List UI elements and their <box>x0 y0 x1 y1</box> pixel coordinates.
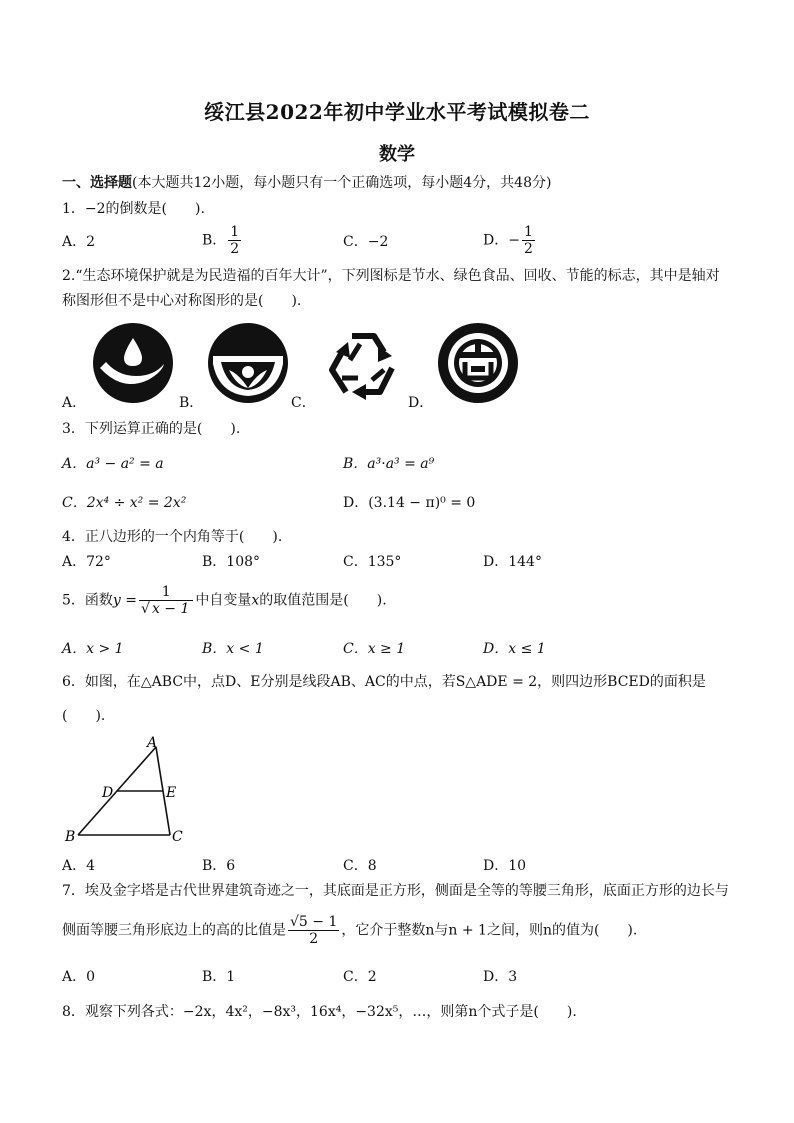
q5-stem-suffix: 的取值范围是( ). <box>259 592 387 609</box>
fraction-numerator: 1 <box>523 224 533 240</box>
q4-option-d: D．144° <box>483 554 542 570</box>
question-8-stem: 8．观察下列各式：−2x，4x²，−8x³，16x⁴，−32x⁵，…，则第n个式子是( ). <box>62 1004 577 1020</box>
q5-function-y: y = <box>112 592 138 609</box>
question-7-stem-line1: 7．埃及金字塔是古代世界建筑奇迹之一，其底面是正方形，侧面是全等的等腰三角形，底面正方形的边长与 <box>62 883 729 899</box>
sqrt-radicand: x − 1 <box>151 601 190 617</box>
q6-option-d: D．10 <box>483 858 527 874</box>
q4-option-a: A．72° <box>62 554 111 570</box>
q5-stem-mid: 中自变量 <box>195 592 252 609</box>
q1-option-b <box>202 224 243 257</box>
q1-option-d-label: D．− <box>483 232 520 249</box>
q6-option-c: C．8 <box>343 858 377 874</box>
point-e-label: E <box>166 785 177 801</box>
question-6-stem: 6．如图，在△ABC中，点D、E分别是线段AB、AC的中点，若S△ADE = 2，则四边形BCED的面积是 <box>62 674 706 690</box>
exam-subject: 数学 <box>379 144 415 165</box>
exam-title: 绥江县2022年初中学业水平考试模拟卷二 <box>204 100 590 124</box>
question-2-stem-line2: 称图形但不是中心对称图形的是( ). <box>62 293 302 309</box>
water-saving-logo <box>92 322 174 404</box>
question-5-stem <box>62 584 387 617</box>
q5-option-d: D．x ≤ 1 <box>483 641 546 657</box>
q2-option-b: B． <box>179 395 204 411</box>
q1-option-b-fraction <box>228 224 241 257</box>
recycling-logo <box>322 322 404 404</box>
vertex-c-label: C <box>172 829 183 845</box>
q1-option-d-fraction <box>522 224 535 257</box>
vertex-a-label: A <box>147 735 158 751</box>
question-7-stem-line2 <box>62 914 637 947</box>
q7-fraction-numerator-text: 5 − 1 <box>298 914 338 930</box>
q5-function-fraction <box>139 584 193 617</box>
q4-option-c: C．135° <box>343 554 402 570</box>
green-food-logo <box>207 322 289 404</box>
fraction-denominator: 2 <box>523 241 533 257</box>
q5-option-b: B．x < 1 <box>202 641 264 657</box>
section-header <box>62 174 551 192</box>
q5-option-c: C．x ≥ 1 <box>343 641 406 657</box>
fraction-denominator: 2 <box>230 241 240 257</box>
energy-saving-logo <box>437 322 519 404</box>
fraction-denominator: 2 <box>309 931 319 947</box>
q7-stem-suffix: ，它介于整数n与n + 1之间，则n的值为( ). <box>341 922 638 939</box>
fraction-denominator: √ x − 1 <box>141 601 190 617</box>
q3-option-a: A．a³ − a² = a <box>62 456 164 472</box>
fraction-numerator: 1 <box>139 584 193 601</box>
vertex-b-label: B <box>65 829 76 845</box>
q5-variable: x <box>251 592 260 609</box>
section-title: 一、选择题 <box>62 175 132 191</box>
q3-option-d: D．(3.14 − π)⁰ = 0 <box>343 495 476 511</box>
q2-option-a: A． <box>62 395 87 411</box>
fraction-numerator: 1 <box>230 224 240 240</box>
question-2-stem-line1: 2.“生态环境保护就是为民造福的百年大计”，下列图标是节水、绿色食品、回收、节能的标志，其中是轴对 <box>62 268 720 284</box>
q6-option-b: B．6 <box>202 858 236 874</box>
point-d-label: D <box>102 785 114 801</box>
q7-option-b: B．1 <box>202 969 236 985</box>
question-1-stem: 1．−2的倒数是( ). <box>62 201 205 217</box>
q6-option-a: A．4 <box>62 858 96 874</box>
question-3-stem: 3．下列运算正确的是( ). <box>62 421 241 437</box>
q3-option-c: C．2x⁴ ÷ x² = 2x² <box>62 495 187 511</box>
q1-option-c: C．−2 <box>343 234 389 250</box>
q1-option-b-label: B． <box>202 232 227 249</box>
triangle-abc-figure <box>62 733 192 845</box>
q7-ratio-fraction <box>288 914 339 947</box>
q1-option-d <box>483 224 537 257</box>
q3-option-b: B．a³·a³ = a⁹ <box>343 456 435 472</box>
q2-option-d: D． <box>408 395 434 411</box>
q2-option-c: C． <box>291 395 316 411</box>
q7-option-c: C．2 <box>343 969 377 985</box>
q5-stem-prefix: 5．函数 <box>62 592 113 609</box>
q4-option-b: B．108° <box>202 554 261 570</box>
question-6-stem-line2: ( ). <box>62 708 106 724</box>
q1-option-a: A．2 <box>62 234 96 250</box>
q7-option-d: D．3 <box>483 969 518 985</box>
question-4-stem: 4．正八边形的一个内角等于( ). <box>62 529 283 545</box>
fraction-numerator: √5 − 1 <box>290 914 338 930</box>
section-description: (本大题共12小题，每小题只有一个正确选项，每小题4分，共48分) <box>132 175 552 191</box>
q5-option-a: A．x > 1 <box>62 641 124 657</box>
q7-stem-prefix: 侧面等腰三角形底边上的高的比值是 <box>62 922 286 939</box>
q7-option-a: A．0 <box>62 969 96 985</box>
